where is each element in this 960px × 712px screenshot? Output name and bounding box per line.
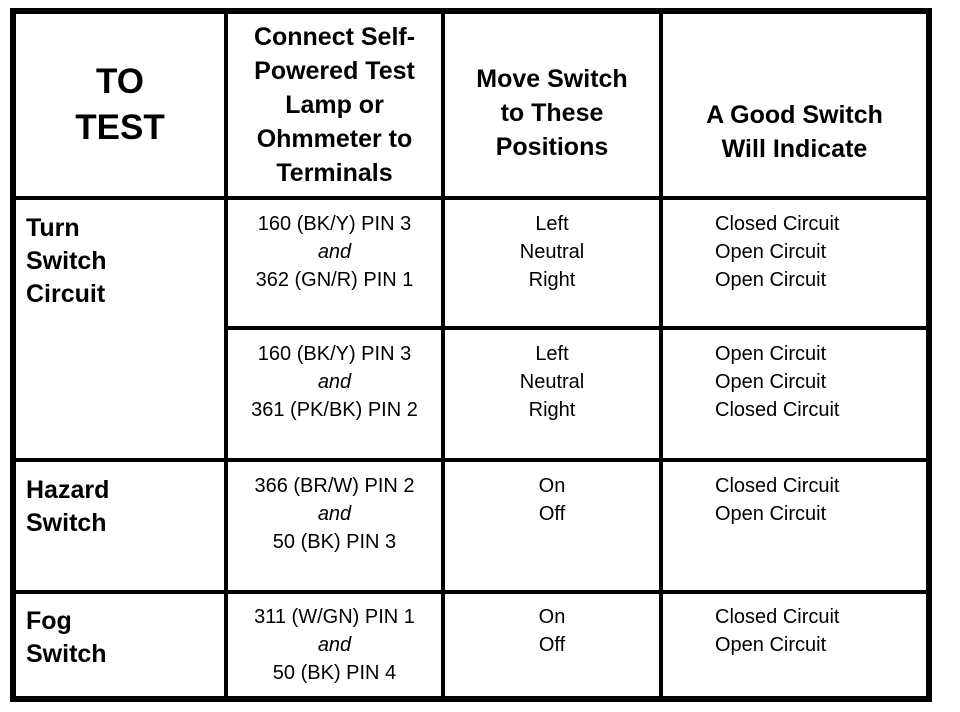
terminal-and: and — [317, 241, 352, 263]
row-label-turn-switch — [26, 212, 216, 311]
positions-cell — [445, 603, 659, 659]
indicate-line: Closed Circuit — [715, 213, 840, 235]
terminals-cell — [228, 210, 441, 294]
terminal-line: 361 (PK/BK) PIN 2 — [251, 399, 418, 421]
header-to-test — [16, 14, 224, 196]
row-label-line: Switch — [26, 640, 107, 668]
row-label-fog-switch — [26, 605, 216, 671]
terminals-cell — [228, 603, 441, 687]
indicate-cell — [715, 472, 920, 528]
position-line: On — [538, 606, 566, 628]
header-text-line: Lamp or — [285, 91, 384, 119]
header-text-line: to These — [500, 99, 604, 127]
table-border-right — [926, 8, 932, 702]
indicate-line: Open Circuit — [715, 241, 827, 263]
header-text-line: Ohmmeter to — [256, 125, 413, 153]
row-divider — [10, 590, 932, 594]
position-line: Left — [535, 343, 569, 365]
row-label-line: Hazard — [26, 476, 110, 504]
positions-cell — [445, 340, 659, 424]
row-label-line: Circuit — [26, 280, 106, 308]
row-label-hazard-switch — [26, 474, 216, 540]
header-connect-terminals — [228, 14, 441, 196]
indicate-cell — [715, 340, 920, 424]
row-divider — [10, 458, 932, 462]
terminals-cell — [228, 472, 441, 556]
indicate-line: Closed Circuit — [715, 399, 840, 421]
row-label-line: Switch — [26, 247, 107, 275]
indicate-cell — [715, 210, 920, 294]
position-line: On — [538, 475, 566, 497]
position-line: Right — [528, 269, 576, 291]
terminal-line: 50 (BK) PIN 3 — [272, 531, 397, 553]
header-text-line: TEST — [75, 108, 165, 147]
terminals-cell — [228, 340, 441, 424]
positions-cell — [445, 472, 659, 528]
indicate-line: Closed Circuit — [715, 606, 840, 628]
header-move-switch — [445, 14, 659, 196]
indicate-line: Open Circuit — [715, 269, 827, 291]
subrow-divider — [226, 326, 932, 330]
row-label-line: Switch — [26, 509, 107, 537]
position-line: Left — [535, 213, 569, 235]
header-text-line: Move Switch — [476, 65, 628, 93]
indicate-line: Open Circuit — [715, 343, 827, 365]
terminal-line: 50 (BK) PIN 4 — [272, 662, 397, 684]
terminal-and: and — [317, 371, 352, 393]
header-text-line: Connect Self- — [253, 23, 416, 51]
header-text-line: Positions — [495, 133, 609, 161]
row-label-line: Turn — [26, 214, 80, 242]
terminal-line: 160 (BK/Y) PIN 3 — [257, 213, 412, 235]
header-text-line: Will Indicate — [721, 135, 868, 163]
header-text-line: TO — [96, 62, 144, 101]
header-text-line: Terminals — [276, 159, 393, 187]
indicate-line: Open Circuit — [715, 503, 827, 525]
terminal-line: 160 (BK/Y) PIN 3 — [257, 343, 412, 365]
position-line: Neutral — [519, 371, 585, 393]
position-line: Right — [528, 399, 576, 421]
header-text-line: Powered Test — [254, 57, 415, 85]
terminal-line: 362 (GN/R) PIN 1 — [255, 269, 414, 291]
position-line: Neutral — [519, 241, 585, 263]
header-good-switch — [663, 14, 926, 196]
terminal-and: and — [317, 503, 352, 525]
positions-cell — [445, 210, 659, 294]
table-border-bottom — [10, 696, 932, 702]
header-text-line: A Good Switch — [706, 101, 883, 129]
terminal-line: 366 (BR/W) PIN 2 — [254, 475, 415, 497]
terminal-line: 311 (W/GN) PIN 1 — [254, 606, 415, 628]
indicate-cell — [715, 603, 920, 659]
indicate-line: Open Circuit — [715, 634, 827, 656]
position-line: Off — [538, 503, 566, 525]
position-line: Off — [538, 634, 566, 656]
indicate-line: Closed Circuit — [715, 475, 840, 497]
header-divider — [10, 196, 932, 200]
terminal-and: and — [317, 634, 352, 656]
indicate-line: Open Circuit — [715, 371, 827, 393]
row-label-line: Fog — [26, 607, 72, 635]
